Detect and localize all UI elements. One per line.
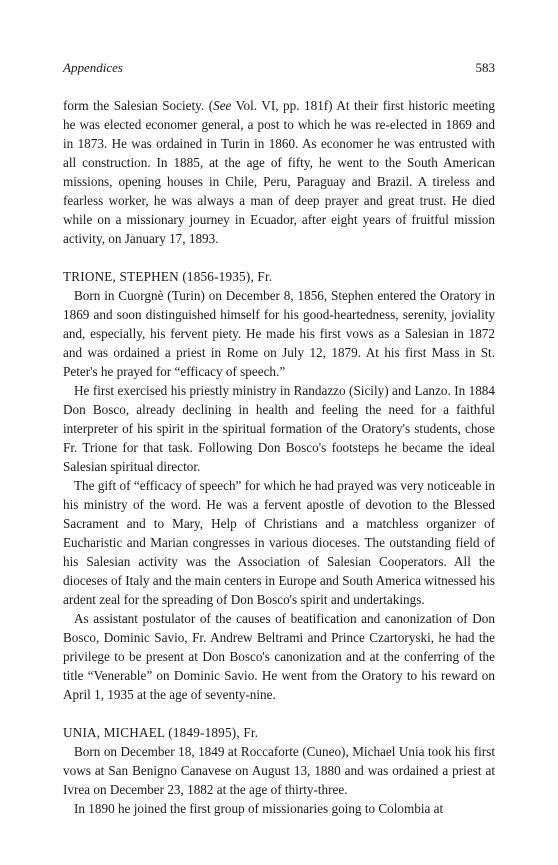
entry-heading-trione: TRIONE, STEPHEN (1856-1935), Fr. — [63, 269, 273, 284]
body-paragraph: Born on December 18, 1849 at Roccaforte (Cuneo), Michael Unia took his first vows at San Benigno Canavese on August 13, 1880 and was ordained a priest at Ivrea on December 23, 1882 at the age of thirty-three. — [63, 744, 495, 797]
continuation-paragraph: form the Salesian Society. (See Vol. VI, pp. 181f) At their first historic meeting he was elected economer general, a post to which he was re-elected in 1869 and in 1873. He was ordained in Turin in 1860. As economer he was entrusted with all construction. In 1885, at the age of fifty, he went to the South American missions, opening houses in Chile, Peru, Paraguay and Brazil. A tireless and fearless worker, he was always a man of deep prayer and great trust. He died while on a missionary journey in Ecuador, after eight years of fruitful mission activity, on January 17, 1893. — [63, 98, 495, 246]
body-paragraph: He first exercised his priestly ministry in Randazzo (Sicily) and Lanzo. In 1884 Don Bosco, already declining in health and feeling the need for a faithful interpreter of his spirit in the spiritual formation of the Oratory's students, chose Fr. Trione for that task. Following Don Bosco's footsteps he became the ideal Salesian spiritual director. — [63, 383, 495, 474]
page-number: 583 — [475, 60, 495, 75]
entry-heading-unia: UNIA, MICHAEL (1849-1895), Fr. — [63, 725, 259, 740]
page-header — [63, 58, 495, 78]
see-reference: See — [213, 98, 232, 113]
body-paragraph: As assistant postulator of the causes of beatification and canonization of Don Bosco, Dominic Savio, Fr. Andrew Beltrami and Prince Czartoryski, he had the privilege to be present at Don Bosco's canonization and at the conferring of the title “Venerable” on Dominic Savio. He went from the Oratory to his reward on April 1, 1935 at the age of seventy-nine. — [63, 611, 495, 702]
body-paragraph: The gift of “efficacy of speech” for which he had prayed was very noticeable in his ministry of the word. He was a fervent apostle of devotion to the Blessed Sacrament and to Mary, Help of Christians and a matchless organizer of Eucharistic and Marian congresses in various dioceses. The outstanding field of his Salesian activity was the Association of Salesian Cooperators. All the dioceses of Italy and the main centers in Europe and South America witnessed his ardent zeal for the spreading of Don Bosco's spirit and undertakings. — [63, 478, 495, 607]
running-head: Appendices — [63, 60, 123, 75]
body-paragraph: Born in Cuorgnè (Turin) on December 8, 1856, Stephen entered the Oratory in 1869 and soon distinguished himself for his good-heartedness, serenity, joviality and, especially, his fervent piety. He made his first vows as a Salesian in 1872 and was ordained a priest in Rome on July 12, 1879. At his first Mass in St. Peter's he prayed for “efficacy of speech.” — [63, 288, 495, 379]
body-paragraph: In 1890 he joined the first group of missionaries going to Colombia at — [74, 801, 444, 816]
page-body — [63, 96, 495, 818]
